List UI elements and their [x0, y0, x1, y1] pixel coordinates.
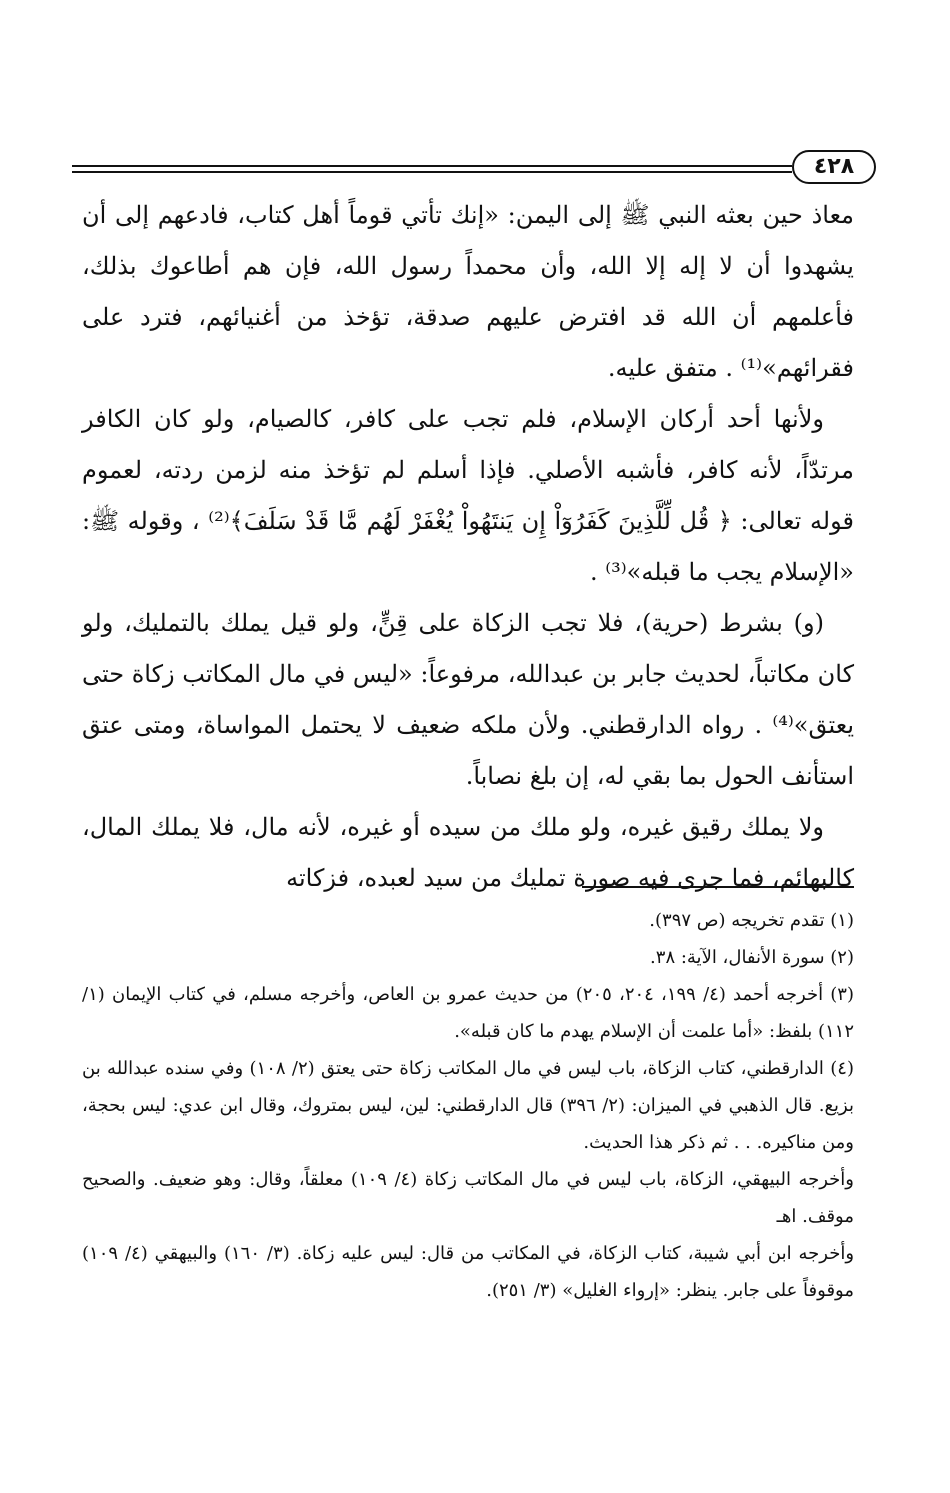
page-header	[72, 150, 880, 192]
paragraph: (و) بشرط (حرية)، فلا تجب الزكاة على قِنٍّ، ولو قيل يملك بالتمليك، ولو كان مكاتباً، لحديث جابر بن عبدالله، مرفوعاً: «ليس في مال المكاتب زكاة حتى يعتق»⁽⁴⁾ . رواه الدارقطني. ولأن ملكه ضعيف لا يحتمل المواساة، ومتى عتق استأنف الحول بما بقي له، إن بلغ نصاباً.	[82, 609, 854, 790]
paragraph: ولا يملك رقيق غيره، ولو ملك من سيده أو غيره، لأنه مال، فلا يملك المال، كالبهائم، فما جرى فيه صورة تمليك من سيد لعبده، فزكاته	[82, 813, 854, 892]
footnote: (٣) أخرجه أحمد (٤/ ١٩٩، ٢٠٤، ٢٠٥) من حديث عمرو بن العاص، وأخرجه مسلم، في كتاب الإيمان (١/ ١١٢) بلفظ: «أما علمت أن الإسلام يهدم ما كان قبله».	[82, 984, 854, 1042]
main-text	[82, 190, 854, 904]
footnote-separator	[582, 886, 854, 888]
page-number: ٤٢٨	[792, 150, 876, 184]
footnote: (١) تقدم تخريجه (ص ٣٩٧).	[649, 910, 854, 931]
footnote: وأخرجه ابن أبي شيبة، كتاب الزكاة، في المكاتب من قال: ليس عليه زكاة. (٣/ ١٦٠) والبيهقي (٤/ ١٠٩) موقوفاً على جابر. ينظر: «إرواء الغليل» (٣/ ٢٥١).	[82, 1243, 855, 1301]
footnote: (٢) سورة الأنفال، الآية: ٣٨.	[650, 947, 854, 968]
header-rule-top	[72, 165, 792, 167]
paragraph: معاذ حين بعثه النبي ﷺ إلى اليمن: «إنك تأتي قوماً أهل كتاب، فادعهم إلى أن يشهدوا أن لا إله إلا الله، وأن محمداً رسول الله، فإن هم أطاعوك بذلك، فأعلمهم أن الله قد افترض عليهم صدقة، تؤخذ من أغنيائهم، فترد على فقرائهم»⁽¹⁾ . متفق عليه.	[82, 201, 855, 382]
header-rule-bottom	[72, 171, 792, 173]
footnote: وأخرجه البيهقي، الزكاة، باب ليس في مال المكاتب زكاة (٤/ ١٠٩) معلقاً، وقال: وهو ضعيف. والصحيح موقف. اهـ	[82, 1169, 854, 1227]
footnote: (٤) الدارقطني، كتاب الزكاة، باب ليس في مال المكاتب زكاة حتى يعتق (٢/ ١٠٨) وفي سنده عبدالله بن بزيع. قال الذهبي في الميزان: (٢/ ٣٩٦) قال الدارقطني: لين، ليس بمتروك، وقال ابن عدي: ليس بحجة، ومن مناكيره. . . ثم ذكر هذا الحديث.	[82, 1058, 854, 1153]
paragraph: ولأنها أحد أركان الإسلام، فلم تجب على كافر، كالصيام، ولو كان الكافر مرتدّاً، لأنه كافر، فأشبه الأصلي. فإذا أسلم لم تؤخذ منه لزمن ردته، لعموم قوله تعالى: ﴿ قُل لِّلَّذِينَ كَفَرُوٓاْ إِن يَنتَهُواْ يُغْفَرْ لَهُم مَّا قَدْ سَلَفَ﴾⁽²⁾ ، وقوله ﷺ: «الإسلام يجب ما قبله»⁽³⁾ .	[82, 405, 854, 586]
footnotes	[82, 902, 854, 1309]
